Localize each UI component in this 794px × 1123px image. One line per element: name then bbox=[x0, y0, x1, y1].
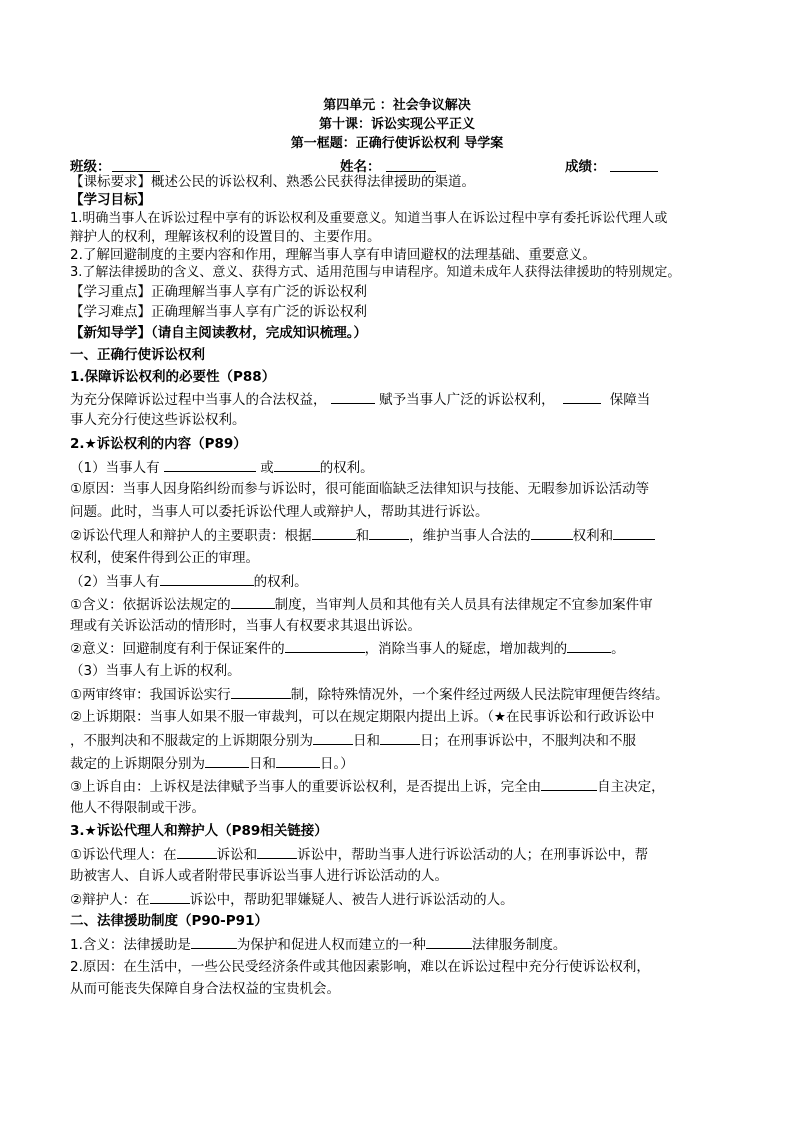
score-field[interactable] bbox=[610, 157, 658, 172]
appeal-period-line-1: ②上诉期限：当事人如果不服一审裁判，可以在规定期限内提出上诉。（★在民事诉讼和行政诉讼中 bbox=[70, 709, 655, 725]
fill-blank[interactable] bbox=[313, 730, 353, 745]
text-segment: ，消除当事人的疑虑，增加裁判的 bbox=[364, 641, 568, 657]
learning-objectives-heading: 【学习目标】 bbox=[70, 192, 151, 208]
text-segment: 或 bbox=[260, 460, 274, 476]
difficult-point: 【学习难点】正确理解当事人享有广泛的诉讼权利 bbox=[70, 304, 367, 320]
fill-blank[interactable] bbox=[191, 934, 237, 949]
reason-line-1: ①原因：当事人因身陷纠纷而参与诉讼时，很可能面临缺乏法律知识与技能、无暇参加诉讼活动等 bbox=[70, 481, 650, 497]
text-segment: （2）当事人有 bbox=[70, 574, 160, 590]
text-segment: 的权利。 bbox=[319, 460, 374, 476]
meaning-line-2: 理或有关诉讼活动的情形时，当事人有权要求其退出诉讼。 bbox=[70, 618, 421, 634]
text-segment: 日。） bbox=[320, 756, 354, 772]
fill-blank[interactable] bbox=[541, 776, 597, 791]
text-segment: 和 bbox=[355, 528, 370, 544]
name-field[interactable] bbox=[386, 157, 436, 172]
text-segment: （1）当事人有 bbox=[70, 460, 160, 476]
objective-3: 3.了解法律援助的含义、意义、获得方式、适用范围与申请程序。知道未成年人获得法律援助的特别规定。 bbox=[70, 265, 681, 280]
class-label: 班级： bbox=[70, 159, 111, 175]
legal-aid-reason-line-2: 从而可能丧失保障自身合法权益的宝贵机会。 bbox=[70, 981, 340, 997]
appeal-period-line-2 bbox=[70, 730, 730, 750]
curriculum-requirement: 【课标要求】概述公民的诉讼权利、熟悉公民获得法律援助的渠道。 bbox=[70, 174, 475, 190]
fill-blank[interactable] bbox=[380, 730, 420, 745]
fill-blank[interactable] bbox=[567, 638, 611, 653]
legal-aid-reason-line-1: 2.原因：在生活中，一些公民受经济条件或其他因素影响，难以在诉讼过程中充分行使诉讼权利， bbox=[70, 959, 650, 975]
fill-blank[interactable] bbox=[231, 594, 275, 609]
text-segment: 的权利。 bbox=[253, 574, 308, 590]
text-segment: 制，除特殊情况外，一个案件经过两级人民法院审理便告终结。 bbox=[290, 687, 669, 703]
appeal-freedom-line-1 bbox=[70, 776, 730, 796]
text-segment: 1.含义：法律援助是 bbox=[70, 937, 191, 953]
objective-2: 2.了解回避制度的主要内容和作用，理解当事人享有申请回避权的法理基础、重要意义。 bbox=[70, 247, 596, 263]
text-segment: 日和 bbox=[249, 756, 276, 772]
section-1-heading: 一、正确行使诉讼权利 bbox=[70, 347, 205, 363]
objective-1-line-2: 辩护人的权利，理解该权利的设置目的、主要作用。 bbox=[70, 229, 381, 245]
subsection-1-heading: 1.保障诉讼权利的必要性（P88） bbox=[70, 369, 276, 385]
text-segment: ②辩护人：在 bbox=[70, 892, 150, 908]
fill-blank[interactable] bbox=[312, 525, 356, 540]
text-segment: ②诉讼代理人和辩护人的主要职责：根据 bbox=[70, 528, 312, 544]
legal-aid-meaning bbox=[70, 934, 730, 954]
duty-line-2: 权利，使案件得到公正的审理。 bbox=[70, 550, 259, 566]
text-segment: 保障当 bbox=[609, 392, 651, 408]
class-field[interactable] bbox=[112, 157, 160, 172]
fill-blank[interactable] bbox=[160, 571, 254, 586]
fill-blank[interactable] bbox=[563, 389, 601, 404]
fill-blank[interactable] bbox=[274, 457, 320, 472]
text-segment: 法律服务制度。 bbox=[471, 937, 567, 953]
fill-blank[interactable] bbox=[285, 638, 365, 653]
key-point: 【学习重点】正确理解当事人享有广泛的诉讼权利 bbox=[70, 284, 367, 300]
meaning-line-1 bbox=[70, 594, 730, 614]
section-2-heading: 二、法律援助制度（P90-P91） bbox=[70, 913, 268, 929]
agent-line-2: 助被害人、自诉人或者附带民事诉讼当事人进行诉讼活动的人。 bbox=[70, 868, 448, 884]
text-segment: 自主决定， bbox=[597, 779, 665, 795]
text-segment: 赋予当事人广泛的诉讼权利， bbox=[379, 392, 555, 408]
subsection-3-heading: 3.★诉讼代理人和辩护人（P89相关链接） bbox=[70, 823, 328, 839]
text-segment: 权利和 bbox=[572, 528, 614, 544]
text-segment: 为保护和促进人权而建立的一种 bbox=[236, 937, 426, 953]
topic-title: 第一框题：正确行使诉讼权利 导学案 bbox=[290, 136, 504, 151]
text-segment: 日和 bbox=[353, 733, 380, 749]
defender-line bbox=[70, 889, 730, 909]
fill-blank[interactable] bbox=[331, 389, 375, 404]
text-segment: 诉讼中，帮助当事人进行诉讼活动的人；在刑事诉讼中，帮 bbox=[297, 847, 649, 863]
significance-line bbox=[70, 638, 730, 658]
text-segment: 日；在刑事诉讼中，不服判决和不服 bbox=[420, 733, 636, 749]
text-segment: ③上诉自由：上诉权是法律赋予当事人的重要诉讼权利，是否提出上诉，完全由 bbox=[70, 779, 542, 795]
text-segment: 制度，当审判人员和其他有关人员具有法律规定不宜参加案件审 bbox=[274, 597, 653, 613]
fill-blank[interactable] bbox=[231, 684, 291, 699]
text-segment: 。 bbox=[611, 641, 625, 657]
lesson-title: 第十课：诉讼实现公平正义 bbox=[318, 117, 475, 132]
text-segment: ②意义：回避制度有利于保证案件的 bbox=[70, 641, 285, 657]
text-segment: 诉讼和 bbox=[216, 847, 258, 863]
right-3-heading: （3）当事人有上诉的权利。 bbox=[70, 663, 241, 679]
text-segment: ①诉讼代理人：在 bbox=[70, 847, 177, 863]
necessity-line-2: 事人充分行使这些诉讼权利。 bbox=[70, 412, 246, 428]
fill-blank[interactable] bbox=[276, 753, 320, 768]
new-knowledge-guide: 【新知导学】（请自主阅读教材，完成知识梳理。） bbox=[70, 325, 367, 341]
text-segment: 裁定的上诉期限分别为 bbox=[70, 756, 205, 772]
right-2-heading bbox=[70, 571, 730, 591]
fill-blank[interactable] bbox=[177, 844, 217, 859]
text-segment: ，维护当事人合法的 bbox=[409, 528, 531, 544]
fill-blank[interactable] bbox=[150, 889, 190, 904]
reason-line-2: 问题。此时，当事人可以委托诉讼代理人或辩护人，帮助其进行诉讼。 bbox=[70, 504, 489, 520]
unit-title: 第四单元 ：社会争议解决 bbox=[323, 98, 471, 113]
fill-blank[interactable] bbox=[164, 457, 256, 472]
name-label: 姓名： bbox=[340, 159, 381, 175]
fill-blank[interactable] bbox=[369, 525, 409, 540]
fill-blank[interactable] bbox=[531, 525, 573, 540]
agent-line-1 bbox=[70, 844, 730, 864]
duty-line-1 bbox=[70, 525, 730, 545]
text-segment: ，不服判决和不服裁定的上诉期限分别为 bbox=[70, 733, 313, 749]
objective-1-line-1: 1.明确当事人在诉讼过程中享有的诉讼权利及重要意义。知道当事人在诉讼过程中享有委托诉讼代理人或 bbox=[70, 211, 668, 226]
text-segment: ①两审终审：我国诉讼实行 bbox=[70, 687, 231, 703]
appeal-period-line-3 bbox=[70, 753, 730, 773]
text-segment: ①含义：依据诉讼法规定的 bbox=[70, 597, 231, 613]
fill-blank[interactable] bbox=[257, 844, 297, 859]
appeal-freedom-line-2: 他人不得限制或干涉。 bbox=[70, 800, 205, 816]
fill-blank[interactable] bbox=[613, 525, 655, 540]
right-1-heading bbox=[70, 457, 730, 477]
fill-blank[interactable] bbox=[426, 934, 472, 949]
two-trial-system-line bbox=[70, 684, 730, 704]
text-segment: 诉讼中，帮助犯罪嫌疑人、被告人进行诉讼活动的人。 bbox=[189, 892, 514, 908]
score-label: 成绩： bbox=[565, 159, 606, 175]
subsection-2-heading: 2.★诉讼权利的内容（P89） bbox=[70, 436, 247, 452]
text-segment: 为充分保障诉讼过程中当事人的合法权益， bbox=[70, 392, 327, 408]
fill-blank[interactable] bbox=[205, 753, 249, 768]
necessity-line-1 bbox=[70, 389, 730, 409]
